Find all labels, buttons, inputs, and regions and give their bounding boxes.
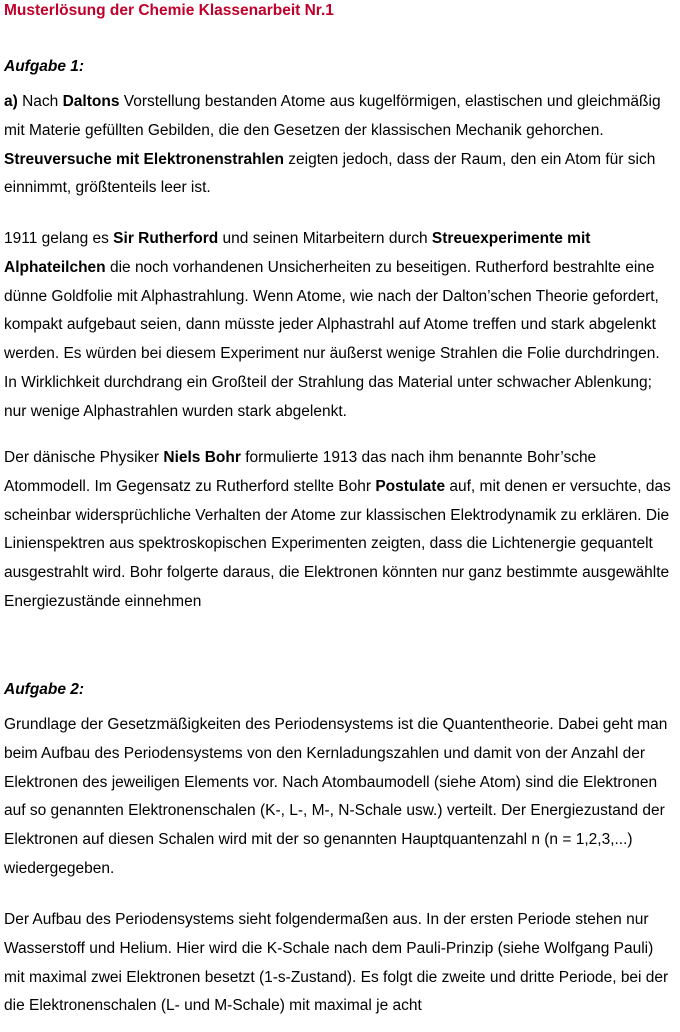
paragraph xyxy=(4,444,676,617)
text-run: auf, mit denen er versuchte, das scheinbar widersprüchliche Verhalten der Atome zur klassischen Elektrodynamik zu erklären. Die Linienspektren aus spektroskopischen Experimenten zeigten, dass die Lichtenergie gequantelt ausgestrahlt wird. Bohr folgerte daraus, die Elektronen könnten nur ganz bestimmte ausgewählte Energiezustände einnehmen xyxy=(4,477,671,610)
bold-text-run: Niels Bohr xyxy=(163,449,241,466)
bold-text-run: Sir Rutherford xyxy=(113,230,219,247)
paragraph xyxy=(4,88,676,203)
text-run: Nach xyxy=(17,93,63,110)
text-run: und seinen Mitarbeitern durch xyxy=(218,230,432,247)
text-run: formulierte 1913 das nach ihm benannte Bohr’sche Atommodell. Im Gegensatz zu Rutherford stellte Bohr xyxy=(4,449,597,495)
document-title: Musterlösung der Chemie Klassenarbeit Nr.1 xyxy=(4,2,334,19)
bold-text-run: a) xyxy=(4,93,18,110)
bold-text-run: Postulate xyxy=(375,477,446,495)
text-run: Der dänische Physiker xyxy=(4,449,164,466)
text-run: Der Aufbau des Periodensystems sieht folgendermaßen aus. In der ersten Periode stehen nur Wasserstoff und Helium. Hier wird die K-Schale nach dem Pauli-Prinzip (siehe Wolfgang Pauli) mit maximal zwei Elektronen besetzt (1-s-Zustand). Es folgt die zweite und dritte Periode, bei der die Elektronenschalen (L- und M-Schale) mit maximal je acht xyxy=(4,911,669,1015)
bold-text-run: Daltons xyxy=(62,93,120,110)
text-run: 1911 gelang es xyxy=(4,230,114,247)
bold-text-run: Streuversuche mit Elektronenstrahlen xyxy=(4,150,284,168)
text-run: die noch vorhandenen Unsicherheiten zu beseitigen. Rutherford bestrahlte eine dünne Goldfolie mit Alphastrahlung. Wenn Atome, wie nach der Dalton’schen Theorie gefordert, kompakt aufgebaut seien, dann müsste jeder Alphastrahl auf Atome treffen und stark abgelenkt werden. Es würden bei diesem Experiment nur äußerst wenige Strahlen die Folie durchdringen. In Wirklichkeit durchdrang ein Großteil der Strahlung das Material unter schwacher Ablenkung; nur wenige Alphastrahlen wurden stark abgelenkt. xyxy=(4,258,660,420)
text-run: Vorstellung bestanden Atome aus kugelförmigen, elastischen und gleichmäßig mit Materie gefüllten Gebilden, die den Gesetzen der klassischen Mechanik gehorchen. xyxy=(4,93,661,139)
text-run: Grundlage der Gesetzmäßigkeiten des Periodensystems ist die Quantentheorie. Dabei geht man beim Aufbau des Periodensystems von den Kernladungszahlen und damit von der Anzahl der Elektronen des jeweiligen Elements vor. Nach Atombaumodell (siehe Atom) sind die Elektronen auf so genannten Elektronenschalen (K-, L-, M-, N-Schale usw.) verteilt. Der Energiezustand der Elektronen auf diesen Schalen wird mit der so genannten Hauptquantenzahl n (n = 1,2,3,...) wiedergegeben. xyxy=(4,716,668,877)
paragraph xyxy=(4,225,676,427)
text-run: zeigten jedoch, dass der Raum, den ein Atom für sich einnimmt, größtenteils leer ist. xyxy=(4,150,656,197)
section-heading-aufgabe-1: Aufgabe 1: xyxy=(4,58,85,75)
paragraph xyxy=(4,906,676,1021)
bold-text-run: Streuexperimente mit Alphateilchen xyxy=(4,230,591,276)
paragraph xyxy=(4,711,676,884)
section-heading-aufgabe-2: Aufgabe 2: xyxy=(4,681,85,698)
